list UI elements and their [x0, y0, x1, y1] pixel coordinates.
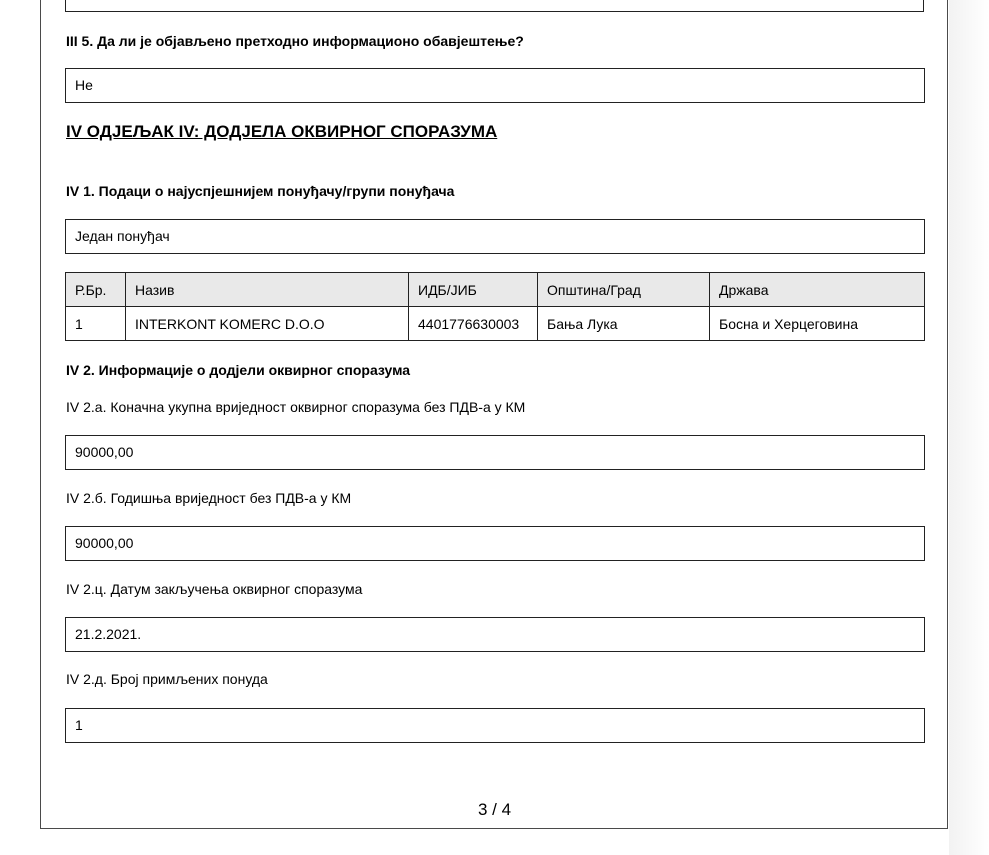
- previous-answer-box: [65, 0, 924, 12]
- question-iv1-label: IV 1. Подаци о најуспјешнијем понуђачу/групи понуђача: [66, 183, 455, 199]
- viewer-gutter: [949, 0, 989, 855]
- answer-iv2c: 21.2.2021.: [65, 617, 925, 652]
- question-iv2b-label: IV 2.б. Годишња вриједност без ПДВ-а у КМ: [66, 490, 352, 506]
- question-iv2a-label: IV 2.а. Коначна укупна вриједност оквирног споразума без ПДВ-а у КМ: [66, 399, 526, 415]
- answer-iv2a: 90000,00: [65, 435, 925, 470]
- cell-idb-jib: 4401776630003: [409, 307, 538, 341]
- cell-rbr: 1: [66, 307, 126, 341]
- cell-opstina: Бања Лука: [538, 307, 710, 341]
- question-iv2-label: IV 2. Информације о додјели оквирног споразума: [66, 362, 411, 378]
- header-opstina: Општина/Град: [538, 273, 710, 307]
- bidders-table: [65, 272, 925, 341]
- answer-iv2d: 1: [65, 708, 925, 743]
- header-idb-jib: ИДБ/ЈИБ: [409, 273, 538, 307]
- answer-iv1: Један понуђач: [65, 219, 925, 254]
- question-iv2d-label: IV 2.д. Број примљених понуда: [66, 671, 268, 687]
- cell-drzava: Босна и Херцеговина: [710, 307, 925, 341]
- header-drzava: Држава: [710, 273, 925, 307]
- answer-iii5: Не: [65, 68, 925, 103]
- header-rbr: Р.Бр.: [66, 273, 126, 307]
- question-iii5-label: III 5. Да ли је објављено претходно информационо обавјештење?: [66, 33, 524, 49]
- page-number: 3 / 4: [477, 800, 512, 819]
- header-naziv: Назив: [126, 273, 409, 307]
- question-iv2c-label: IV 2.ц. Датум закључења оквирног споразума: [66, 581, 363, 597]
- cell-naziv: INTERKONT KOMERC D.O.O: [126, 307, 409, 341]
- table-header-row: [66, 273, 925, 307]
- answer-iv2b: 90000,00: [65, 526, 925, 561]
- section-iv-title: IV ОДЈЕЉАК IV: ДОДЈЕЛА ОКВИРНОГ СПОРАЗУМА: [66, 122, 498, 141]
- table-row: [66, 307, 925, 341]
